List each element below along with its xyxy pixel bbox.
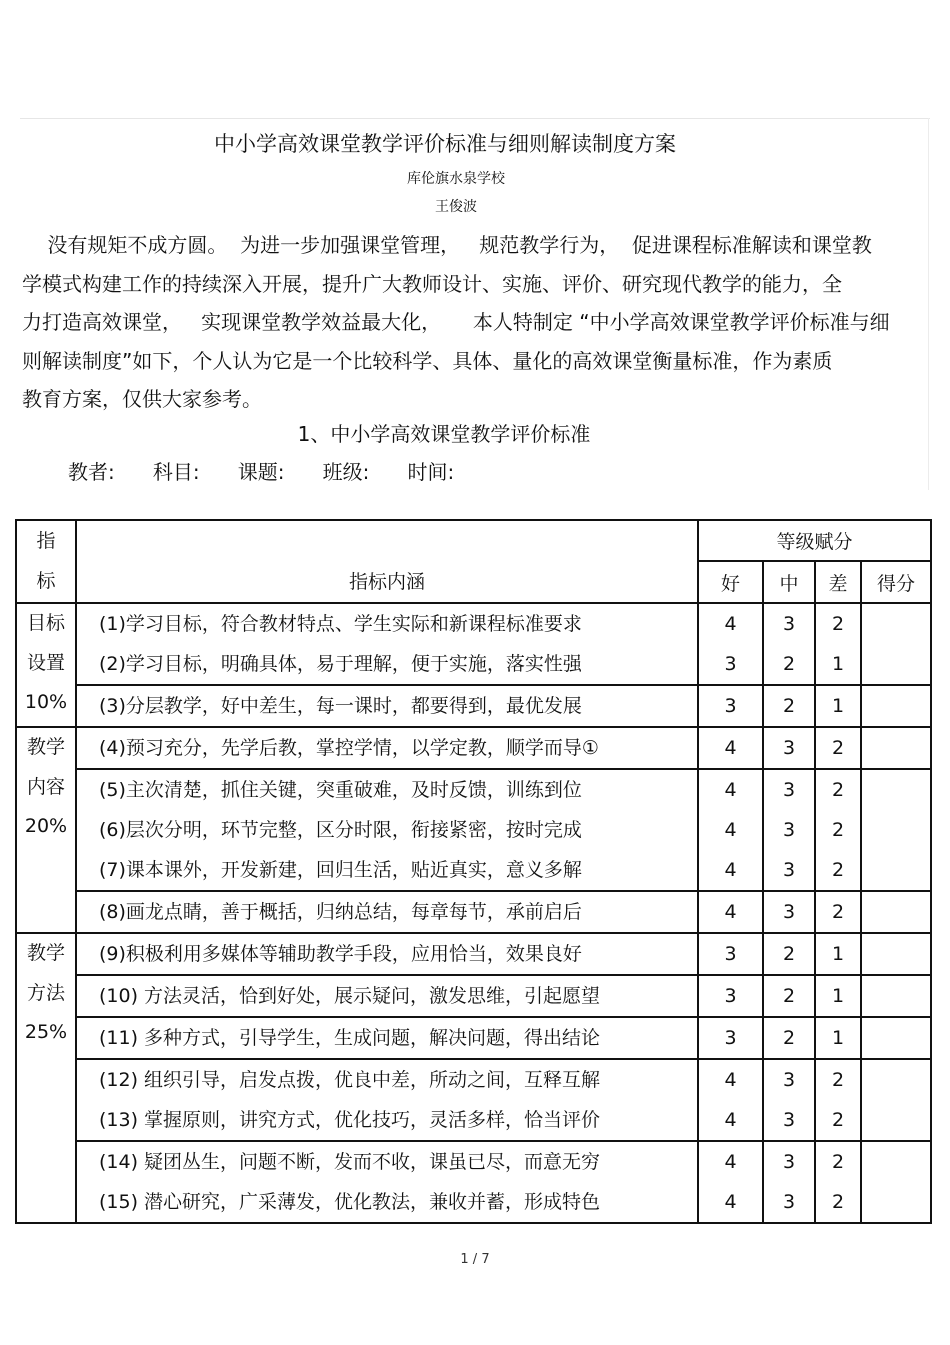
poor-score-cell xyxy=(815,1059,861,1141)
mid-score-cell xyxy=(763,685,815,727)
poor-score: 2 xyxy=(831,779,845,801)
mid-score: 3 xyxy=(782,779,796,801)
good-score: 3 xyxy=(724,1027,737,1049)
criteria-cell xyxy=(76,1017,698,1059)
intro-paragraph xyxy=(22,226,920,419)
good-score: 4 xyxy=(724,1109,737,1131)
indicator-cell xyxy=(16,933,76,1223)
poor-score-cell xyxy=(815,603,861,685)
indicator-line: 目标 xyxy=(26,612,65,634)
good-score-cell xyxy=(698,891,763,933)
poor-score-cell xyxy=(815,769,861,891)
mid-score: 2 xyxy=(782,1027,796,1049)
mid-score: 3 xyxy=(782,1069,796,1091)
good-score-cell xyxy=(698,769,763,891)
poor-score-cell xyxy=(815,685,861,727)
poor-score: 1 xyxy=(831,1027,845,1049)
side-rule xyxy=(928,118,929,490)
table-row xyxy=(16,891,931,933)
criteria-cell xyxy=(76,727,698,769)
top-rule xyxy=(20,118,930,119)
author-name: 王俊波 xyxy=(435,199,477,215)
good-score: 4 xyxy=(724,819,737,841)
grade-header: 等级赋分 xyxy=(698,520,931,561)
criteria-text: (2)学习目标，明确具体，易于理解，便于实施，落实性强 xyxy=(99,653,582,675)
poor-score: 2 xyxy=(831,737,845,759)
criteria-cell xyxy=(76,685,698,727)
poor-score: 2 xyxy=(831,1191,845,1213)
criteria-text: (12) 组织引导，启发点拨，优良中差，所动之间，互释互解 xyxy=(99,1069,601,1091)
school-name: 库伦旗水泉学校 xyxy=(407,171,505,187)
poor-score: 2 xyxy=(831,1151,845,1173)
mid-score-cell xyxy=(763,769,815,891)
criteria-text: (1)学习目标，符合教材特点、学生实际和新课程标准要求 xyxy=(99,613,582,635)
doc-title: 中小学高效课堂教学评价标准与细则解读制度方案 xyxy=(214,132,676,156)
table-row xyxy=(16,933,931,975)
good-score-cell xyxy=(698,933,763,975)
good-score: 4 xyxy=(724,1191,737,1213)
good-score-cell xyxy=(698,1059,763,1141)
indicator-line: 方法 xyxy=(26,981,65,1004)
score-header: 得分 xyxy=(861,561,931,603)
table-row xyxy=(16,685,931,727)
criteria-text: (4)预习充分，先学后教，掌控学情，以学定教，顺学而导① xyxy=(99,737,599,759)
good-header: 好 xyxy=(698,561,763,603)
poor-score-cell xyxy=(815,1017,861,1059)
criteria-cell xyxy=(76,933,698,975)
criteria-cell xyxy=(76,1059,698,1141)
mid-score: 3 xyxy=(782,1109,796,1131)
mid-score: 3 xyxy=(782,859,796,881)
poor-score: 2 xyxy=(831,819,845,841)
poor-score: 2 xyxy=(831,1109,845,1131)
criteria-text: (14) 疑团丛生，问题不断，发而不收，课虽已尽，而意无穷 xyxy=(99,1151,601,1173)
page-number: 1 / 7 xyxy=(460,1252,490,1267)
criteria-text: (8)画龙点睛，善于概括，归纳总结，每章每节，承前启后 xyxy=(99,901,582,923)
good-score-cell xyxy=(698,603,763,685)
table-row xyxy=(16,1017,931,1059)
criteria-text: (6)层次分明，环节完整，区分时限，衔接紧密，按时完成 xyxy=(99,819,582,841)
poor-score: 2 xyxy=(831,901,845,923)
obtained-score-cell xyxy=(861,727,931,769)
criteria-text: (5)主次清楚，抓住关键，突重破难，及时反馈，训练到位 xyxy=(99,779,582,801)
indicator-line: 设置 xyxy=(26,651,65,674)
table-row xyxy=(16,727,931,769)
criteria-text: (7)课本课外，开发新建，回归生活，贴近真实，意义多解 xyxy=(99,859,582,881)
good-score: 4 xyxy=(724,859,737,881)
poor-score: 1 xyxy=(831,943,845,965)
obtained-score-cell xyxy=(861,975,931,1017)
obtained-score-cell xyxy=(861,1141,931,1223)
indicator-line: 20% xyxy=(24,815,68,837)
good-score: 3 xyxy=(724,653,737,675)
good-score: 3 xyxy=(724,695,737,717)
paragraph-line: 则解读制度”如下，个人认为它是一个比较科学、具体、量化的高效课堂衡量标准，作为素质 xyxy=(22,348,833,373)
table-row xyxy=(16,1141,931,1223)
good-score-cell xyxy=(698,975,763,1017)
criteria-text: (13) 掌握原则，讲究方式，优化技巧，灵活多样，恰当评价 xyxy=(99,1109,601,1131)
poor-score: 2 xyxy=(831,1069,845,1091)
mid-score: 2 xyxy=(782,695,796,717)
paragraph-line: 没有规矩不成方圆。 为进一步加强课堂管理， 规范教学行为， 促进课程标准解读和课堂教 xyxy=(22,233,872,257)
good-score: 4 xyxy=(724,901,737,923)
mid-score: 2 xyxy=(782,985,796,1007)
table-row xyxy=(16,603,931,685)
good-score: 4 xyxy=(724,613,737,635)
poor-score: 2 xyxy=(831,859,845,881)
content-header xyxy=(76,520,698,603)
mid-score-cell xyxy=(763,933,815,975)
obtained-score-cell xyxy=(861,603,931,685)
poor-score-cell xyxy=(815,727,861,769)
paragraph-line: 教育方案，仅供大家参考。 xyxy=(22,387,262,411)
criteria-cell xyxy=(76,1141,698,1223)
mid-score-cell xyxy=(763,603,815,685)
good-score-cell xyxy=(698,1017,763,1059)
poor-score-cell xyxy=(815,933,861,975)
poor-score: 2 xyxy=(831,613,845,635)
indicator-line: 教学 xyxy=(26,942,65,964)
criteria-cell xyxy=(76,891,698,933)
criteria-cell xyxy=(76,603,698,685)
criteria-text: (3)分层教学，好中差生，每一课时，都要得到，最优发展 xyxy=(99,695,582,717)
mid-header: 中 xyxy=(763,561,815,603)
poor-score: 1 xyxy=(831,985,845,1007)
table-row xyxy=(16,769,931,891)
good-score: 3 xyxy=(724,943,737,965)
indicator-header xyxy=(16,520,76,603)
obtained-score-cell xyxy=(861,891,931,933)
good-score: 4 xyxy=(724,737,737,759)
mid-score: 2 xyxy=(782,943,796,965)
poor-score: 1 xyxy=(831,695,845,717)
table-row xyxy=(16,1059,931,1141)
poor-score: 1 xyxy=(831,653,845,675)
evaluation-table xyxy=(15,519,932,1224)
poor-score-cell xyxy=(815,975,861,1017)
meta-fields: 教者: 科目: 课题: 班级: 时间: xyxy=(68,460,455,484)
good-score-cell xyxy=(698,727,763,769)
indicator-cell xyxy=(16,727,76,933)
indicator-line: 10% xyxy=(24,691,68,713)
obtained-score-cell xyxy=(861,685,931,727)
indicator-line: 内容 xyxy=(26,775,65,798)
content-header-label: 指标内涵 xyxy=(348,571,425,593)
mid-score: 3 xyxy=(782,901,796,923)
mid-score: 2 xyxy=(782,653,796,675)
good-score: 4 xyxy=(724,1069,737,1091)
mid-score: 3 xyxy=(782,613,796,635)
good-score: 3 xyxy=(724,985,737,1007)
obtained-score-cell xyxy=(861,1017,931,1059)
poor-header: 差 xyxy=(815,561,861,603)
indicator-header-line: 标 xyxy=(36,569,56,592)
mid-score-cell xyxy=(763,1141,815,1223)
evaluation-table-body xyxy=(16,520,931,1223)
criteria-text: (15) 潜心研究，广采薄发，优化教法，兼收并蓄，形成特色 xyxy=(99,1191,601,1213)
mid-score: 3 xyxy=(782,1191,796,1213)
indicator-header-line: 指 xyxy=(36,530,56,552)
criteria-text: (10) 方法灵活，恰到好处，展示疑问，激发思维，引起愿望 xyxy=(99,985,601,1007)
indicator-line: 25% xyxy=(24,1021,68,1043)
mid-score: 3 xyxy=(782,1151,796,1173)
mid-score-cell xyxy=(763,727,815,769)
poor-score-cell xyxy=(815,891,861,933)
obtained-score-cell xyxy=(861,1059,931,1141)
mid-score-cell xyxy=(763,891,815,933)
mid-score-cell xyxy=(763,1059,815,1141)
mid-score-cell xyxy=(763,1017,815,1059)
table-row xyxy=(16,975,931,1017)
criteria-cell xyxy=(76,975,698,1017)
mid-score: 3 xyxy=(782,737,796,759)
paragraph-line: 学模式构建工作的持续深入开展，提升广大教师设计、实施、评价、研究现代教学的能力，全 xyxy=(22,271,842,296)
indicator-cell xyxy=(16,603,76,727)
poor-score-cell xyxy=(815,1141,861,1223)
section-title: 1、中小学高效课堂教学评价标准 xyxy=(297,422,591,446)
criteria-cell xyxy=(76,769,698,891)
obtained-score-cell xyxy=(861,933,931,975)
good-score-cell xyxy=(698,685,763,727)
mid-score: 3 xyxy=(782,819,796,841)
criteria-text: (9)积极利用多媒体等辅助教学手段，应用恰当，效果良好 xyxy=(99,943,582,965)
indicator-line: 教学 xyxy=(26,736,65,758)
good-score: 4 xyxy=(724,1151,737,1173)
mid-score-cell xyxy=(763,975,815,1017)
obtained-score-cell xyxy=(861,769,931,891)
paragraph-line: 力打造高效课堂， 实现课堂教学效益最大化， 本人特制定 “中小学高效课堂教学评价标准与细 xyxy=(22,310,890,334)
good-score: 4 xyxy=(724,779,737,801)
good-score-cell xyxy=(698,1141,763,1223)
criteria-text: (11) 多种方式，引导学生，生成问题，解决问题，得出结论 xyxy=(99,1027,601,1049)
